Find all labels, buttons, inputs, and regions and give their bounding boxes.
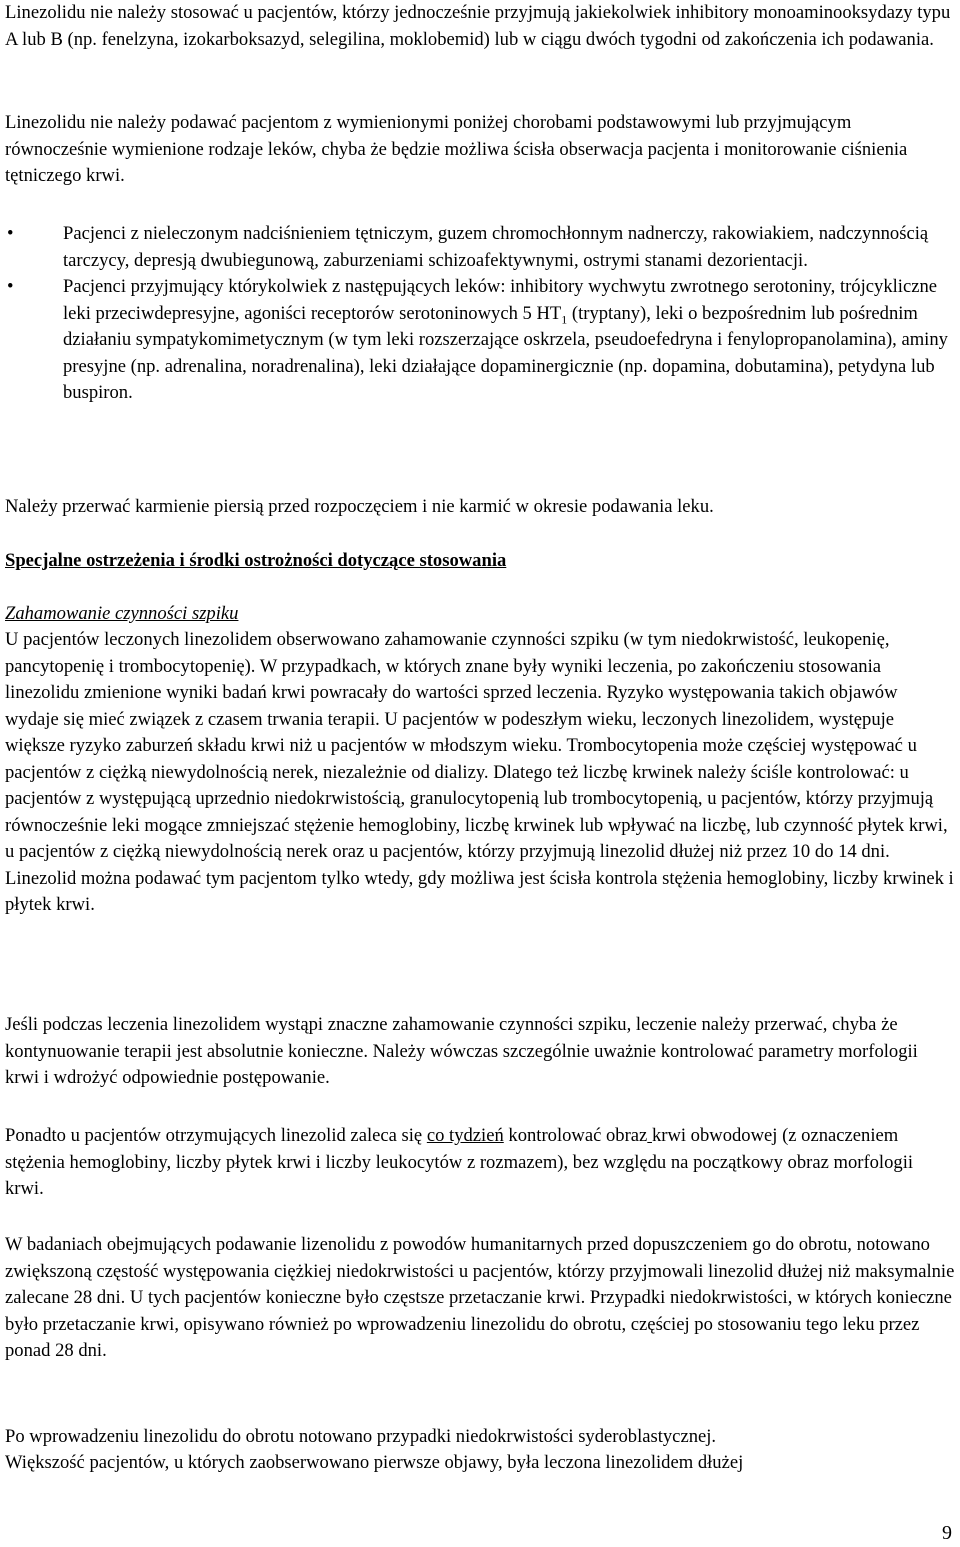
bullet-icon: • (7, 223, 14, 244)
bullet-icon: • (7, 276, 14, 297)
bullet-list (5, 221, 960, 407)
paragraph-bone-marrow: U pacjentów leczonych linezolidem obserwowano zahamowanie czynności szpiku (w tym niedokrwistość, leukopenię, pancytopenię i trombocytopenię). W przypadkach, w których znane były wyniki leczenia, po zakończeniu stosowania linezolidu zmienione wyniki badań krwi powracały do wartości sprzed leczenia. Ryzyko występowania takich objawów wydaje się mieć związek z czasem trwania terapii. U pacjentów w podeszłym wieku, leczonych linezolidem, występuje większe ryzyko zaburzeń składu krwi niż u pacjentów w młodszym wieku. Trombocytopenia może częściej występować u pacjentów z ciężką niewydolnością nerek, niezależnie od dializy. Dlatego też liczbę krwinek należy ściśle kontrolować: u pacjentów z występującą uprzednio niedokrwistością, granulocytopenią lub trombocytopenią, u pacjentów, którzy przyjmują równocześnie leki mogące zmniejszać stężenie hemoglobiny, liczbę krwinek lub wpływać na liczbę, lub czynność płytek krwi, u pacjentów z ciężką niewydolnością nerek oraz u pacjentów, którzy przyjmują linezolid dłużej niż przez 10 do 14 dni. Linezolid można podawać tym pacjentom tylko wtedy, gdy możliwa jest ścisła kontrola stężenia hemoglobiny, liczby krwinek i płytek krwi. (5, 629, 954, 915)
paragraph-weekly-monitoring (5, 1123, 955, 1203)
subscript: 1 (561, 312, 568, 327)
bullet-item-conditions (5, 221, 960, 274)
paragraph-discontinuation: Jeśli podczas leczenia linezolidem wystąpi znaczne zahamowanie czynności szpiku, leczenie należy przerwać, chyba że kontynuowanie terapii jest absolutnie konieczne. Należy wówczas szczególnie uważnie kontrolować parametry morfologii krwi i wdrożyć odpowiednie postępowanie. (5, 1014, 918, 1088)
underlined-text: co tydzień (426, 1125, 504, 1146)
paragraph-conditions-intro: Linezolidu nie należy podawać pacjentom z wymienionymi poniżej chorobami podstawowymi lub przyjmującym równocześnie wymienione rodzaje leków, chyba że będzie możliwa ścisła obserwacja pacjenta i monitorowanie ciśnienia tętniczego krwi. (5, 112, 908, 186)
subsection-heading: Zahamowanie czynności szpiku (5, 603, 239, 624)
bullet-text-part: (tryptany), leki o bezpośrednim lub pośrednim działaniu sympatykomimetycznym (w tym leki rozszerzające oskrzela, pseudoefedryna i fenylopropanolamina), aminy presyjne (np. adrenalina, noradrenalina), leki działające dopaminergicznie (np. dopamina, dobutamina), petydyna lub buspiron. (63, 302, 948, 403)
bullet-item-drugs (5, 274, 960, 407)
section-heading: Specjalne ostrzeżenia i środki ostrożności dotyczące stosowania (5, 550, 507, 571)
text-part: krwi obwodowej (z oznaczeniem stężenia hemoglobiny, liczby płytek krwi i liczby leukocytów z rozmazem), bez względu na początkowy obraz morfologii krwi. (5, 1125, 914, 1199)
paragraph-compassionate-use: W badaniach obejmujących podawanie lizenolidu z powodów humanitarnych przed dopuszczeniem go do obrotu, notowano zwiększoną częstość występowania ciężkiej niedokrwistości u pacjentów, którzy przyjmowali linezolid dłużej niż maksymalnie zalecane 28 dni. U tych pacjentów konieczne było częstsze przetaczanie krwi. Przypadki niedokrwistości, w których konieczne było przetaczanie krwi, opisywano również po wprowadzeniu linezolidu do obrotu, częściej po stosowaniu tego leku przez ponad 28 dni. (5, 1234, 955, 1361)
bullet-text: Pacjenci z nieleczonym nadciśnieniem tętniczym, guzem chromochłonnym nadnerczy, rakowiakiem, nadczynnością tarczycy, depresją dwubiegunową, zaburzeniami schizoafektywnymi, ostrymi stanami dezorientacji. (63, 223, 929, 271)
bullet-text-part: Pacjenci przyjmujący którykolwiek z następujących leków: inhibitory wychwytu zwrotnego serotoniny, trójcykliczne leki przeciwdepresyjne, agoniści receptorów serotoninowych 5 HT (63, 276, 937, 324)
text-part: kontrolować obraz (503, 1125, 648, 1146)
page-number: 9 (942, 1522, 952, 1544)
paragraph-breastfeeding: Należy przerwać karmienie piersią przed rozpoczęciem i nie karmić w okresie podawania leku. (5, 496, 714, 517)
paragraph-sideroblastic-line1: Po wprowadzeniu linezolidu do obrotu notowano przypadki niedokrwistości syderoblastycznej. (5, 1426, 717, 1447)
text-part: Ponadto u pacjentów otrzymujących linezolid zaleca się (5, 1125, 427, 1146)
paragraph-maoi-contraindication: Linezolidu nie należy stosować u pacjentów, którzy jednocześnie przyjmują jakiekolwiek inhibitory monoaminooksydazy typu A lub B (np. fenelzyna, izokarboksazyd, selegilina, moklobemid) lub w ciągu dwóch tygodni od zakończenia ich podawania. (5, 2, 951, 50)
paragraph-sideroblastic-line2: Większość pacjentów, u których zaobserwowano pierwsze objawy, była leczona linezolidem dłużej (5, 1452, 744, 1473)
